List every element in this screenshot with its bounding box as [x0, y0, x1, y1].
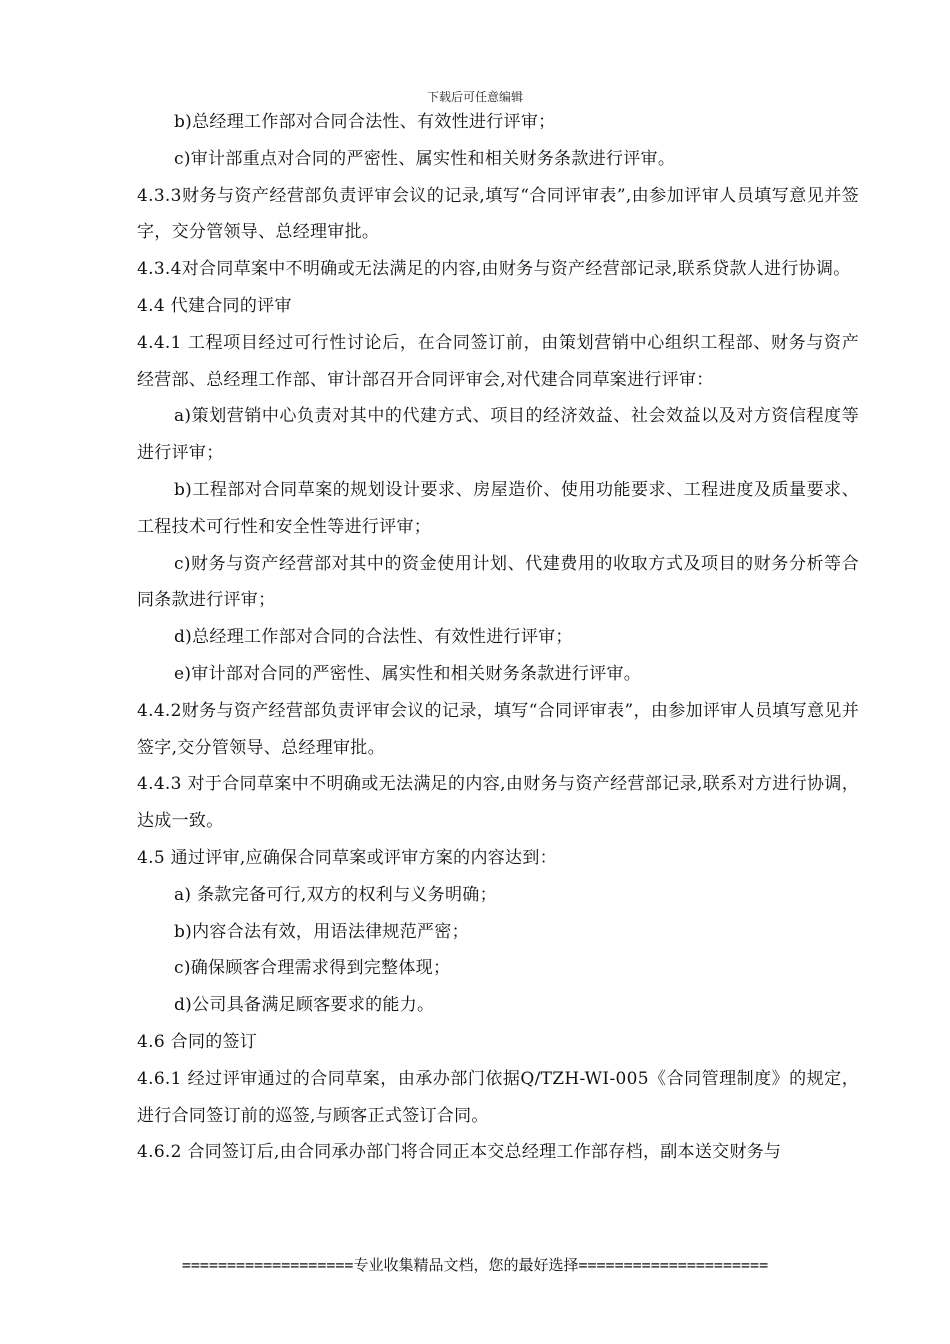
paragraph: c)审计部重点对合同的严密性、属实性和相关财务条款进行评审。: [174, 148, 676, 169]
section-heading: 4.6 合同的签订: [137, 1031, 258, 1052]
paragraph: c)财务与资产经营部对其中的资金使用计划、代建费用的收取方式及项目的财务分析等合同条款进行评审；: [137, 553, 859, 611]
paragraph: 4.3.3财务与资产经营部负责评审会议的记录,填写“合同评审表”,由参加评审人员填写意见并签字，交分管领导、总经理审批。: [137, 185, 859, 243]
paragraph: b)工程部对合同草案的规划设计要求、房屋造价、使用功能要求、工程进度及质量要求、工程技术可行性和安全性等进行评审；: [137, 479, 859, 537]
paragraph: 4.4.2财务与资产经营部负责评审会议的记录，填写“合同评审表”，由参加评审人员填写意见并签字,交分管领导、总经理审批。: [137, 700, 859, 758]
paragraph: d)总经理工作部对合同的合法性、有效性进行评审；: [174, 627, 573, 648]
paragraph: 4.6.2 合同签订后,由合同承办部门将合同正本交总经理工作部存档，副本送交财务与: [137, 1142, 782, 1163]
paragraph: 4.6.1 经过评审通过的合同草案，由承办部门依据Q/TZH-WI-005《合同管理制度》的规定，进行合同签订前的巡签,与顾客正式签订合同。: [137, 1068, 859, 1126]
section-heading: 4.5 通过评审,应确保合同草案或评审方案的内容达到：: [137, 847, 557, 868]
paragraph: 4.4.3 对于合同草案中不明确或无法满足的内容,由财务与资产经营部记录,联系对方进行协调，达成一致。: [137, 774, 859, 832]
paragraph: b)总经理工作部对合同合法性、有效性进行评审；: [174, 112, 556, 132]
page-footer: ===================专业收集精品文档，您的最好选择=====================: [181, 1256, 769, 1274]
paragraph: c)确保顾客合理需求得到完整体现；: [174, 958, 451, 979]
page-header: 下载后可任意编辑: [426, 90, 523, 104]
paragraph: a)策划营销中心负责对其中的代建方式、项目的经济效益、社会效益以及对方资信程度等进行评审；: [137, 406, 859, 464]
paragraph: 4.4.1 工程项目经过可行性讨论后，在合同签订前，由策划营销中心组织工程部、财务与资产经营部、总经理工作部、审计部召开合同评审会,对代建合同草案进行评审：: [137, 332, 859, 390]
paragraph: a) 条款完备可行,双方的权利与义务明确；: [174, 884, 497, 905]
section-heading: 4.4 代建合同的评审: [137, 295, 292, 316]
document-body: [137, 104, 859, 1171]
paragraph: e)审计部对合同的严密性、属实性和相关财务条款进行评审。: [174, 663, 642, 684]
paragraph: d)公司具备满足顾客要求的能力。: [174, 995, 435, 1016]
paragraph: 4.3.4对合同草案中不明确或无法满足的内容,由财务与资产经营部记录,联系贷款人进行协调。: [137, 259, 851, 280]
paragraph: b)内容合法有效，用语法律规范严密；: [174, 921, 469, 942]
